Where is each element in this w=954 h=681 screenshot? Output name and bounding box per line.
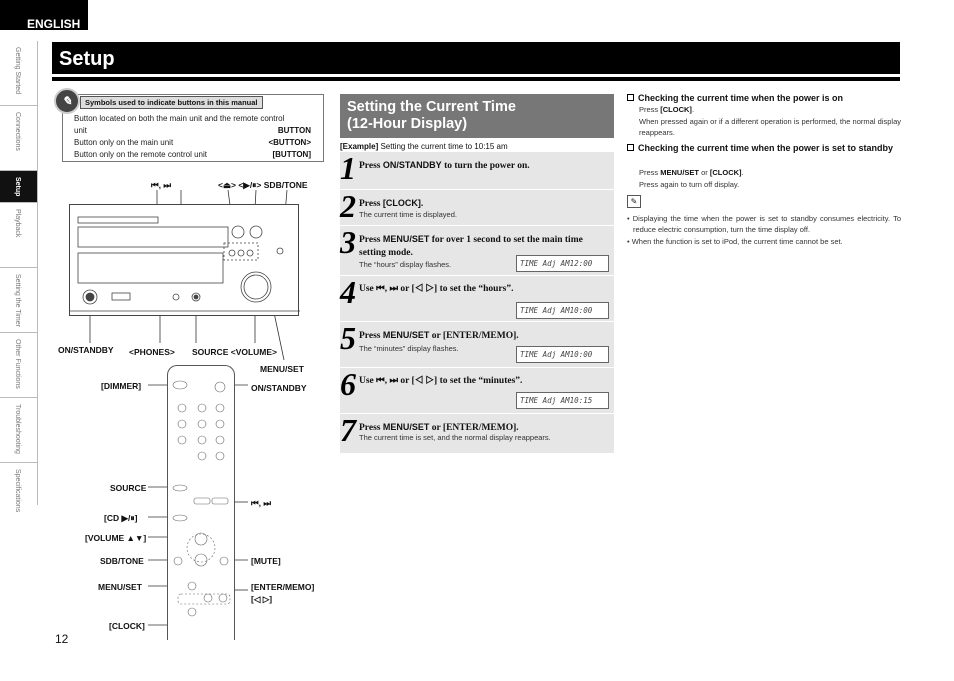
- label-sdb-tone-remote: SDB/TONE: [100, 556, 144, 566]
- lcd-display: TIME Adj AM12:00: [516, 255, 609, 272]
- step-number: 1: [340, 150, 356, 186]
- step-4: [340, 276, 614, 322]
- section-title-line2: (12-Hour Display): [347, 116, 468, 132]
- step-5: [340, 322, 614, 368]
- step-2: [340, 190, 614, 226]
- step-6: [340, 368, 614, 414]
- remote-control-drawing: [168, 366, 236, 641]
- side-nav-connections[interactable]: Connections: [0, 106, 37, 171]
- main-unit-drawing: [70, 205, 300, 317]
- note-standby-electricity: • Displaying the time when the power is set to standby consumes electricity. To reduce electric consumption, turn the time display off.: [627, 214, 901, 234]
- step-number: 5: [340, 320, 356, 356]
- step-1: [340, 152, 614, 190]
- label-skip-remote: ⏮, ⏭: [251, 498, 272, 508]
- label-source-remote: SOURCE: [110, 483, 147, 493]
- step-number: 6: [340, 366, 356, 402]
- check-power-on-text: Press [CLOCK]. When pressed again or if a different operation is performed, the normal display reappears.: [639, 105, 901, 137]
- step-instruction: Use ⏮, ⏭ or [◁ ▷] to set the “minutes”.: [359, 376, 523, 386]
- step-instruction: Use ⏮, ⏭ or [◁ ▷] to set the “hours”.: [359, 284, 514, 294]
- step-note: The “hours” display flashes.: [359, 260, 452, 269]
- label-dimmer: [DIMMER]: [101, 381, 142, 391]
- checkbox-bullet-icon: [627, 144, 634, 151]
- side-nav-playback[interactable]: Playback: [0, 203, 37, 268]
- label-on-standby-main: ON/STANDBY: [58, 345, 114, 355]
- label-menu-set-main: MENU/SET: [260, 364, 304, 374]
- label-on-standby-remote: ON/STANDBY: [251, 383, 307, 393]
- check-standby-text: Press MENU/SET or [CLOCK]. Press again to turn off display.: [639, 168, 744, 189]
- example-line: [340, 142, 508, 151]
- step-instruction: Press MENU/SET or [ENTER/MEMO].: [359, 330, 519, 341]
- symbols-row1-text-a: Button located on both the main unit and the remote control: [74, 114, 285, 123]
- side-nav-other-functions[interactable]: Other Functions: [0, 333, 37, 398]
- symbols-row3-symbol: [BUTTON]: [272, 150, 311, 159]
- page-title: Setup: [59, 48, 115, 70]
- checkbox-bullet-icon: [627, 94, 634, 101]
- remote-control-illustration: [167, 365, 235, 640]
- language-tab: ENGLISH: [0, 0, 88, 30]
- label-cd-play: [CD ▶/⏸]: [104, 513, 138, 523]
- symbols-row3-text: Button only on the remote control unit: [74, 150, 207, 159]
- check-standby-title: Checking the current time when the power is set to standby: [627, 142, 901, 154]
- check-power-on-title: Checking the current time when the power is on: [627, 92, 901, 104]
- step-instruction: Press [CLOCK].: [359, 198, 424, 209]
- label-menu-set-remote: MENU/SET: [98, 582, 142, 592]
- step-note: The current time is set, and the normal display reappears.: [359, 433, 551, 442]
- step-number: 7: [340, 412, 356, 448]
- step-note: The current time is displayed.: [359, 210, 457, 219]
- step-3: [340, 226, 614, 276]
- label-eject-play-sdb: <⏏> <▶/⏸> SDB/TONE: [218, 180, 308, 190]
- label-mute: [MUTE]: [251, 556, 281, 566]
- manual-symbol-icon: ✎: [54, 88, 80, 114]
- step-number: 3: [340, 224, 356, 260]
- label-volume: [VOLUME ▲▼]: [85, 533, 147, 543]
- symbols-legend-header: Symbols used to indicate buttons in this manual: [80, 96, 263, 109]
- lcd-display: TIME Adj AM10:00: [516, 302, 609, 319]
- example-label: [Example]: [340, 142, 379, 151]
- label-source-volume: SOURCE <VOLUME>: [192, 347, 278, 357]
- side-nav-getting-started[interactable]: Getting Started: [0, 41, 37, 106]
- lcd-display: TIME Adj AM10:15: [516, 392, 609, 409]
- symbols-row2-text: Button only on the main unit: [74, 138, 174, 147]
- step-instruction: Press MENU/SET or [ENTER/MEMO].: [359, 422, 519, 433]
- step-instruction: Press MENU/SET for over 1 second to set the main time setting mode.: [359, 234, 583, 258]
- note-ipod: • When the function is set to iPod, the current time cannot be set.: [627, 237, 843, 246]
- symbols-row1-text-b: unit: [74, 126, 87, 135]
- step-7: [340, 414, 614, 453]
- label-cursor: [◁ ▷]: [251, 594, 273, 604]
- note-pencil-icon: ✎: [627, 195, 641, 208]
- label-clock: [CLOCK]: [109, 621, 145, 631]
- side-nav-troubleshooting[interactable]: Troubleshooting: [0, 398, 37, 463]
- label-enter-memo: [ENTER/MEMO]: [251, 582, 315, 592]
- steps-panel: [340, 152, 614, 453]
- step-instruction: Press ON/STANDBY to turn the power on.: [359, 160, 530, 171]
- step-note: The “minutes” display flashes.: [359, 344, 459, 353]
- example-text: Setting the current time to 10:15 am: [380, 142, 508, 151]
- label-phones: <PHONES>: [129, 347, 175, 357]
- label-skip-main: ⏮, ⏭: [151, 180, 172, 190]
- lcd-display: TIME Adj AM10:00: [516, 346, 609, 363]
- page-number: 12: [55, 632, 69, 646]
- main-unit-illustration: [69, 204, 299, 316]
- symbols-row2-symbol: <BUTTON>: [268, 138, 311, 147]
- step-number: 2: [340, 188, 356, 224]
- symbols-row1-symbol: BUTTON: [277, 126, 311, 135]
- section-title-line1: Setting the Current Time: [347, 99, 516, 115]
- section-header: [340, 94, 614, 138]
- step-number: 4: [340, 274, 356, 310]
- side-nav-specifications[interactable]: Specifications: [14, 469, 21, 513]
- side-nav-setting-the-timer[interactable]: Setting the Timer: [0, 268, 37, 333]
- side-nav-setup[interactable]: Setup: [0, 171, 37, 203]
